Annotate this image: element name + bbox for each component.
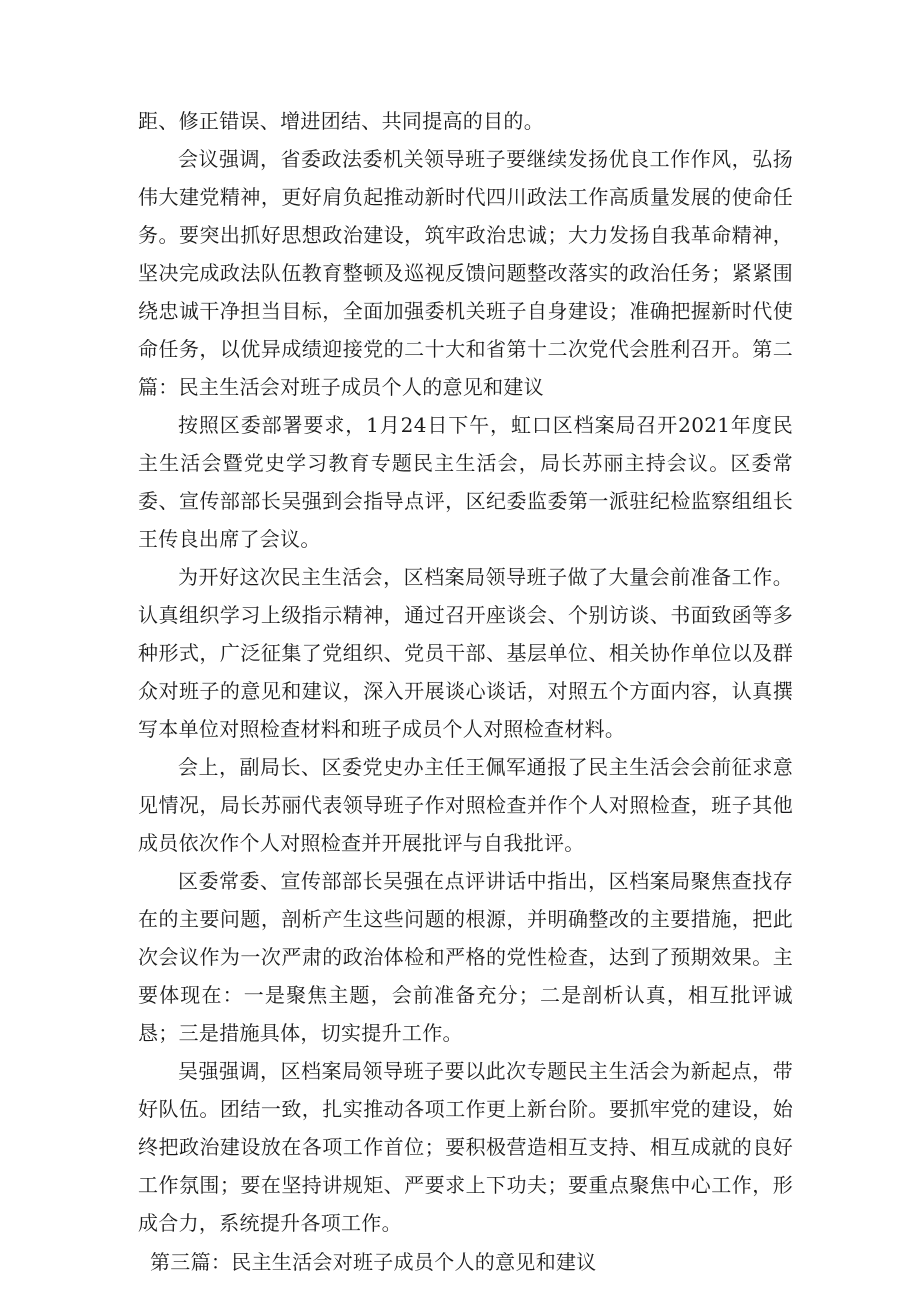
- paragraph-6: 区委常委、宣传部部长吴强在点评讲话中指出，区档案局聚焦查找存在的主要问题，剖析产生这些问题的根源，并明确整改的主要措施，把此次会议作为一次严肃的政治体检和严格的党性检查，达到了预期效果。主要体现在：一是聚焦主题，会前准备充分；二是剖析认真，相互批评诚恳；三是措施具体，切实提升工作。: [138, 869, 793, 1045]
- paragraph-7: 吴强强调，区档案局领导班子要以此次专题民主生活会为新起点，带好队伍。团结一致，扎实推动各项工作更上新台阶。要抓牢党的建设，始终把政治建设放在各项工作首位；要积极营造相互支持、相互成就的良好工作氛围；要在坚持讲规矩、严要求上下功夫；要重点聚焦中心工作，形成合力，系统提升各项工作。: [138, 1059, 793, 1235]
- paragraph-2: 会议强调，省委政法委机关领导班子要继续发扬优良工作作风，弘扬伟大建党精神，更好肩负起推动新时代四川政法工作高质量发展的使命任务。要突出抓好思想政治建设，筑牢政治忠诚；大力发扬自我革命精神，坚决完成政法队伍教育整顿及巡视反馈问题整改落实的政治任务；紧紧围绕忠诚干净担当目标，全面加强委机关班子自身建设；准确把握新时代使命任务，以优异成绩迎接党的二十大和省第十二次党代会胜利召开。第二篇：民主生活会对班子成员个人的意见和建议: [138, 147, 793, 399]
- paragraph-4: 为开好这次民主生活会，区档案局领导班子做了大量会前准备工作。认真组织学习上级指示精神，通过召开座谈会、个别访谈、书面致函等多种形式，广泛征集了党组织、党员干部、基层单位、相关协作单位以及群众对班子的意见和建议，深入开展谈心谈话，对照五个方面内容，认真撰写本单位对照检查材料和班子成员个人对照检查材料。: [138, 565, 793, 741]
- section-heading: 第三篇：民主生活会对班子成员个人的意见和建议: [150, 1250, 597, 1274]
- paragraph-1: 距、修正错误、增进团结、共同提高的目的。: [138, 109, 544, 133]
- paragraph-5: 会上，副局长、区委党史办主任王佩军通报了民主生活会会前征求意见情况，局长苏丽代表领导班子作对照检查并作个人对照检查，班子其他成员依次作个人对照检查并开展批评与自我批评。: [138, 755, 793, 855]
- paragraph-3: 按照区委部署要求，1月24日下午，虹口区档案局召开2021年度民主生活会暨党史学习教育专题民主生活会，局长苏丽主持会议。区委常委、宣传部部长吴强到会指导点评，区纪委监委第一派驻纪检监察组组长王传良出席了会议。: [138, 413, 793, 551]
- document-page: [138, 102, 793, 1282]
